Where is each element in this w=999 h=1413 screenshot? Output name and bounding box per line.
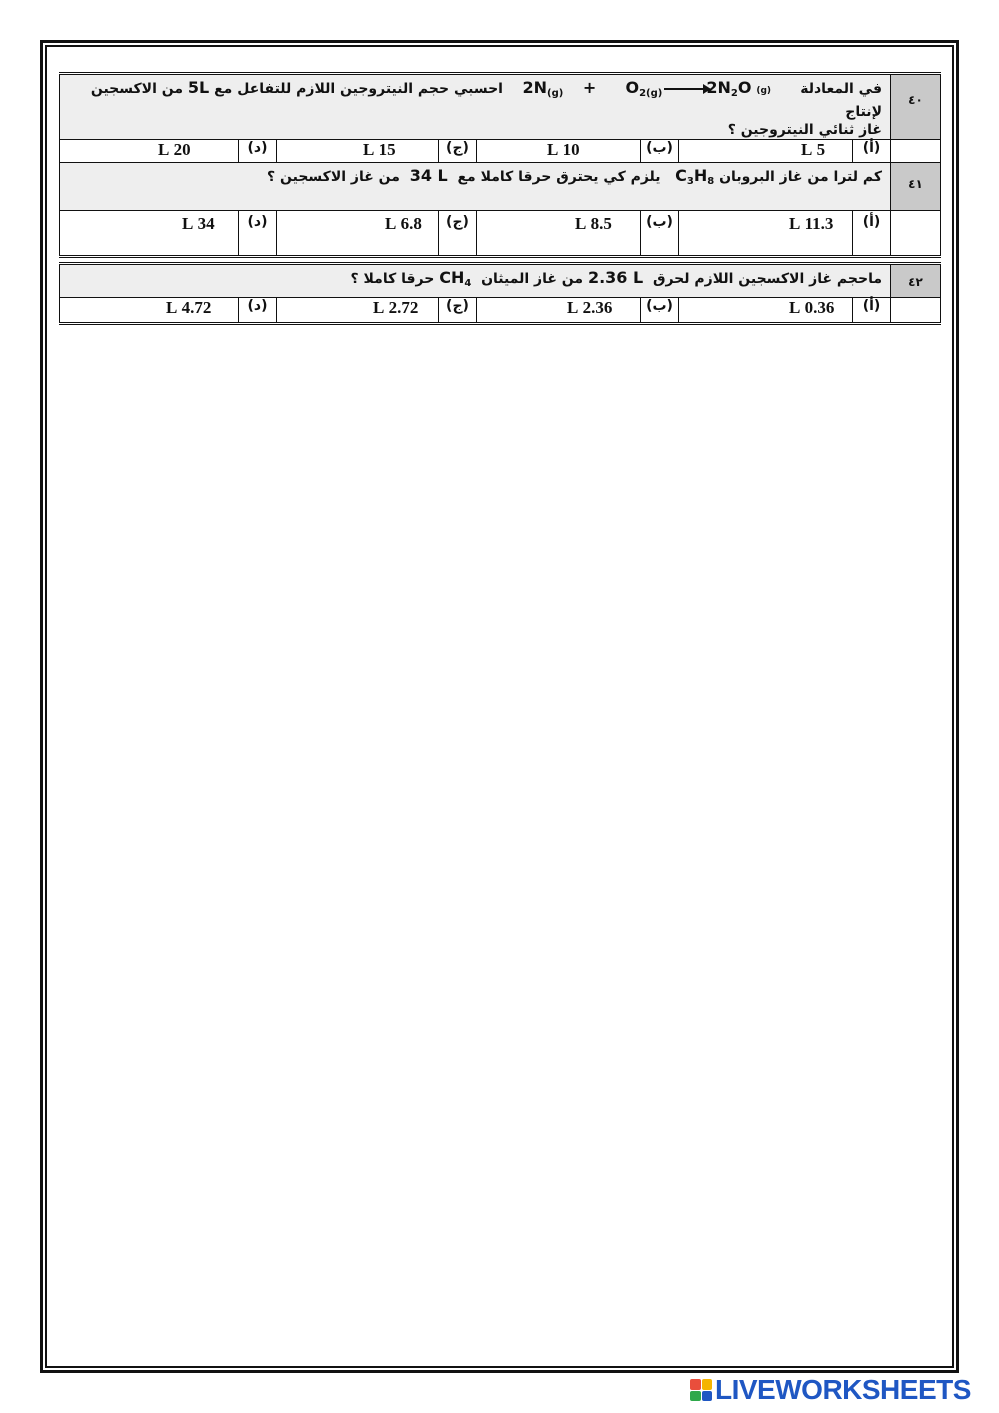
option-letter: (أ) [853, 140, 891, 164]
option-letter: (أ) [853, 298, 891, 324]
stem-value: 2.36 L [587, 268, 644, 287]
liveworksheets-logo [690, 1373, 990, 1407]
question-number: ٤٠ [891, 74, 941, 140]
question-number: ٤٢ [891, 264, 941, 298]
option-letter: (ج) [439, 140, 477, 164]
option-c[interactable]: 2.72 L [277, 298, 439, 324]
option-d[interactable]: 34 L [60, 211, 239, 257]
question-stem: كم لترا من غاز البروبان $C_3H_8$ يلزم كي يحترق حرقا كاملا مع 34 L من غاز الاكسجين ؟ [60, 163, 891, 211]
option-b[interactable]: 2.36 L [477, 298, 641, 324]
option-c[interactable]: 15 L [277, 140, 439, 164]
question-number: ٤١ [891, 163, 941, 211]
option-a[interactable]: 11.3 L [679, 211, 853, 257]
option-b[interactable]: 8.5 L [477, 211, 641, 257]
question-stem: ماحجم غاز الاكسجين اللازم لحرق 2.36 L من غاز الميثان $CH_4$ حرقا كاملا ؟ [60, 264, 891, 298]
question-42-table [59, 262, 941, 325]
option-a[interactable]: 5 L [679, 140, 853, 164]
stem-text: في المعادلة [800, 81, 882, 97]
stem-value: 5L [187, 78, 210, 97]
chemical-formula: $CH_4$ [439, 268, 472, 289]
stem-value: 34 L [409, 166, 448, 185]
option-letter: (ب) [641, 211, 679, 257]
option-b[interactable]: 10 L [477, 140, 641, 164]
arrow-icon [664, 88, 704, 90]
chemical-equation: $2N_{(g)}$ + $O_{2(g)}$ $2N_2O$ (g) [522, 78, 771, 99]
question-stem: في المعادلة $2N_{(g)}$ + $O_{2(g)}$ $2N_2O$ (g) احسبي حجم النيتروجين اللازم للتفاعل مع 5L من الاكسجين لإنتاج غاز ثنائي النيتروجين ؟ [60, 74, 891, 140]
option-d[interactable]: 4.72 L [60, 298, 239, 324]
option-letter: (أ) [853, 211, 891, 257]
option-d[interactable]: 20 L [60, 140, 239, 164]
option-letter: (د) [239, 140, 277, 164]
liveworksheets-logo-icon [690, 1379, 712, 1401]
option-letter: (ب) [641, 298, 679, 324]
option-letter: (ج) [439, 211, 477, 257]
option-c[interactable]: 6.8 L [277, 211, 439, 257]
logo-text: LIVEWORKSHEETS [715, 1374, 971, 1405]
option-a[interactable]: 0.36 L [679, 298, 853, 324]
chemical-formula: $C_3H_8$ [675, 166, 715, 187]
question-40-table [59, 72, 941, 165]
option-letter: (ج) [439, 298, 477, 324]
option-letter: (د) [239, 211, 277, 257]
option-letter: (د) [239, 298, 277, 324]
question-41-table [59, 162, 941, 258]
option-letter: (ب) [641, 140, 679, 164]
